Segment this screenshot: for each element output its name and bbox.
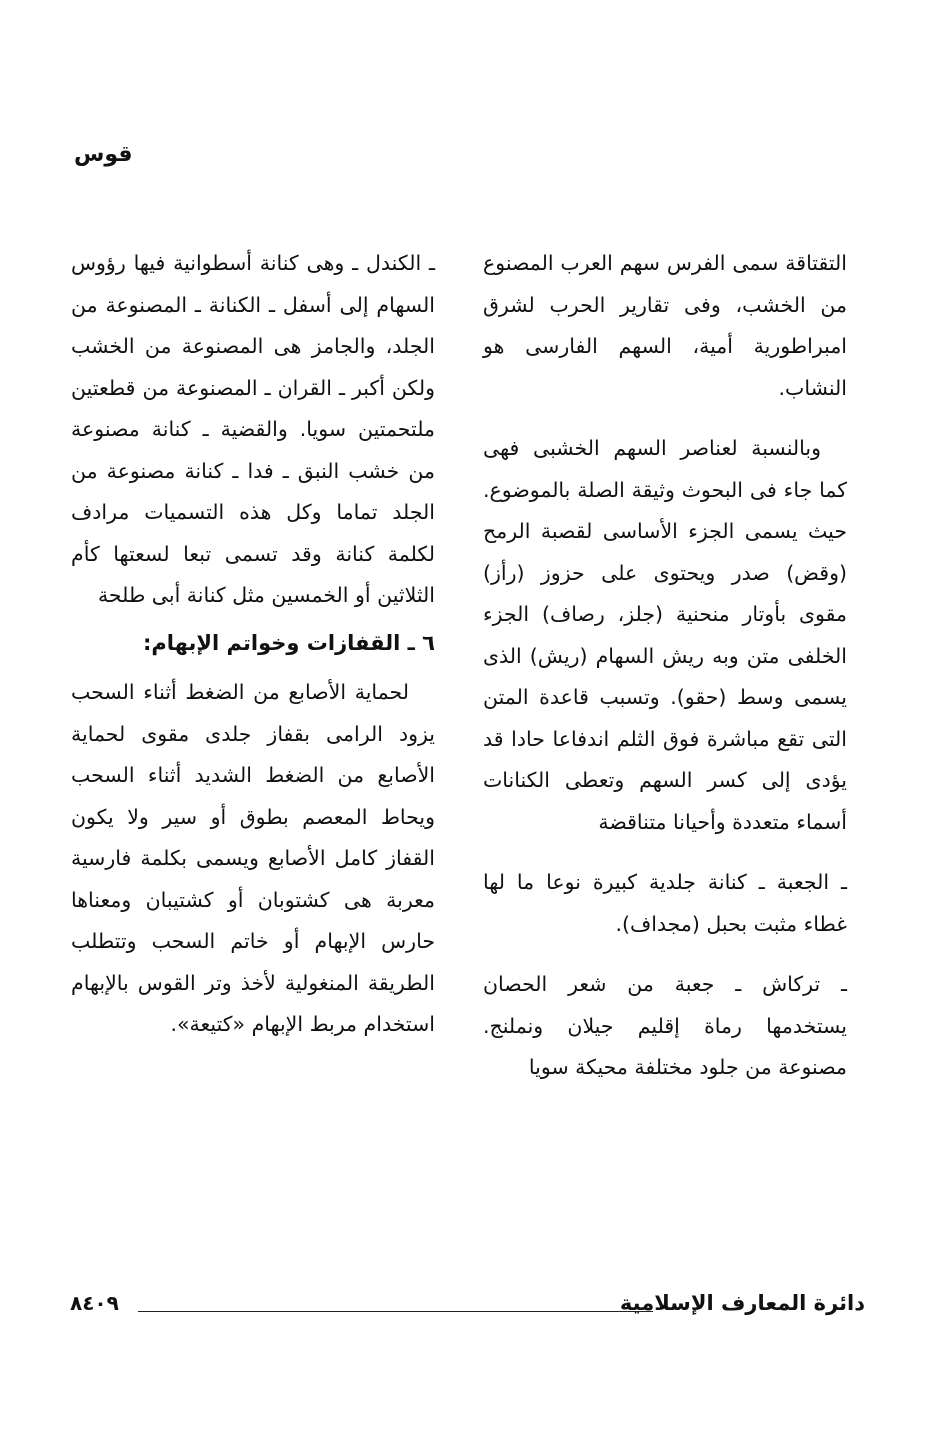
page-footer — [70, 1291, 865, 1323]
paragraph-terkash: ـ تركاش ـ جعبة من شعر الحصان يستخدمها رماة إقليم جيلان ونملنج. مصنوعة من جلود مختلفة محيكة سويا — [483, 972, 847, 1079]
left-text-column — [71, 243, 435, 1046]
paragraph-jaba: ـ الجعبة ـ كنانة جلدية كبيرة نوعا ما لها غطاء مثبت بحبل (مجداف). — [483, 870, 847, 936]
footer-publication-name: دائرة المعارف الإسلامية — [619, 1291, 865, 1315]
right-text-column — [483, 243, 847, 1089]
paragraph-arrow-names: التقتاقة سمى الفرس سهم العرب المصنوع من الخشب، وفى تقارير الحرب لشرق امبراطورية أمية، السهم الفارسى هو النشاب. — [483, 251, 847, 400]
paragraph-kandal: ـ الكندل ـ وهى كنانة أسطوانية فيها رؤوس السهام إلى أسفل ـ الكنانة ـ المصنوعة من الجلد، والجامز هى المصنوعة من الخشب ولكن أكبر ـ القران ـ المصنوعة من قطعتين ملتحمتين سويا. والقضية ـ كنانة مصنوعة من خشب النبق ـ فدا ـ كنانة مصنوعة من الجلد تماما وكل هذه التسميات مرادف لكلمة كنانة وقد تسمى تبعا لسعتها كأم الثلاثين أو الخمسين مثل كنانة أبى طلحة — [71, 251, 435, 607]
paragraph-arrow-parts: وبالنسبة لعناصر السهم الخشبى فهى كما جاء فى البحوث وثيقة الصلة بالموضوع. حيث يسمى الجزء الأساسى لقصبة الرمح (وقض) صدر ويحتوى على حزوز (رأز) مقوى بأوتار منحنية (جلز، رصاف) الجزء الخلفى متن وبه ريش السهام (ريش) الذى يسمى وسط (حقو). وتسبب قاعدة المتن التى تقع مباشرة فوق الثلم اندفاعا حادا قد يؤدى إلى كسر السهم وتعطى الكنانات أسماء متعددة وأحيانا متناقضة — [483, 436, 847, 834]
footer-divider — [138, 1311, 653, 1312]
page-header-title: قوس — [74, 142, 133, 167]
paragraph-gloves: لحماية الأصابع من الضغط أثناء السحب يزود الرامى بقفاز جلدى مقوى لحماية الأصابع من الضغط الشديد أثناء السحب ويحاط المعصم بطوق أو سير ولا يكون القفاز كامل الأصابع ويسمى بكلمة فارسية معربة هى كشتوبان أو كشتيبان ومعناها حارس الإبهام أو خاتم السحب وتتطلب الطريقة المنغولية لأخذ وتر القوس بالإبهام استخدام مربط الإبهام «كتيعة». — [71, 680, 435, 1036]
section-heading-thumb-rings: ٦ ـ القفازات وخواتم الإبهام: — [142, 630, 435, 655]
page-number: ٨٤٠٩ — [70, 1291, 119, 1315]
